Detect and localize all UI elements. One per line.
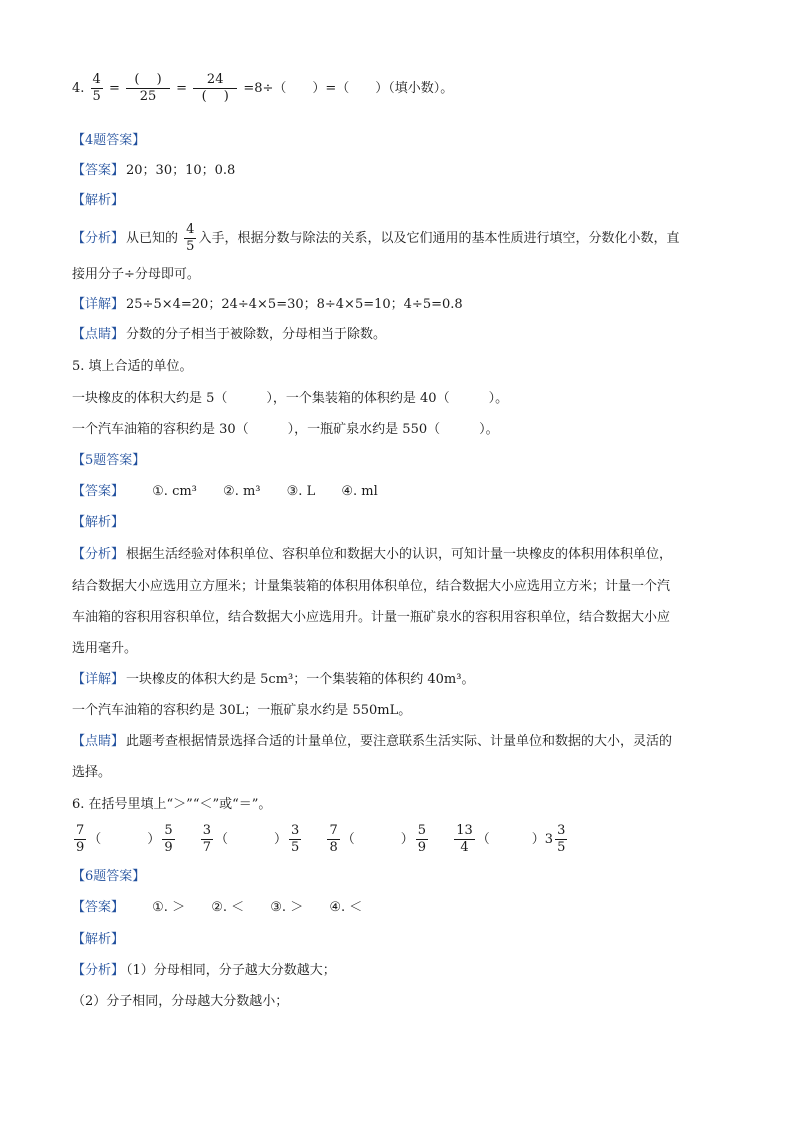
q4-number: 4. bbox=[72, 81, 85, 96]
q4-answer-header: 【4题答案】 bbox=[72, 133, 146, 148]
q4-dianjing: 【点睛】 分数的分子相当于被除数，分母相当于除数。 bbox=[72, 327, 387, 342]
q5-fenxi-line4: 选用毫升。 bbox=[72, 641, 138, 656]
q5-fenxi: 【分析】 根据生活经验对体积单位、容积单位和数据大小的认识，可知计量一块橡皮的体积用体积单位， bbox=[72, 547, 673, 562]
q6-compare-1: $\frac{7}{9}$ （ ） $\frac{5}{9}$ bbox=[76, 823, 173, 855]
q5-jiexi: 【解析】 bbox=[72, 515, 125, 530]
q4-fraction-3: $\frac{24}{( )}$ bbox=[193, 72, 237, 105]
q6-title: 6. 在括号里填上“＞”“＜”或“＝”。 bbox=[72, 797, 272, 812]
q5-dianjing: 【点睛】 此题考查根据情景选择合适的计量单位，要注意联系生活实际、计量单位和数据的大小，灵活的 bbox=[72, 734, 673, 749]
q6-answer: 【答案】 ①. ＞ ②. ＜ ③. ＞ ④. ＜ bbox=[72, 900, 363, 915]
q4-equation: 4. $\frac{4}{5}$ = $\frac{( )}{25}$ = $\frac{24}{( )}$ =8÷（ ）=（ ）（填小数）。 bbox=[72, 72, 454, 104]
q4-xiangjie: 【详解】 25÷5×4=20；24÷4×5=30；8÷4×5=10；4÷5=0.8 bbox=[72, 297, 463, 312]
q5-dianjing-line2: 选择。 bbox=[72, 765, 112, 780]
q6-compare-3: $\frac{7}{8}$ （ ） $\frac{5}{9}$ bbox=[329, 823, 427, 855]
q4-fenxi-line2: 接用分子÷分母即可。 bbox=[72, 267, 200, 282]
q5-title: 5. 填上合适的单位。 bbox=[72, 359, 193, 374]
q5-xiangjie: 【详解】 一块橡皮的体积大约是 5cm³；一个集装箱的体积约 40m³。 bbox=[72, 672, 475, 687]
q6-compare-2: $\frac{3}{7}$ （ ） $\frac{3}{5}$ bbox=[202, 823, 300, 855]
q6-compare-4: $\frac{13}{4}$ （ ） 3 $\frac{3}{5}$ bbox=[456, 823, 566, 855]
q4-fenxi-fraction: $\frac{4}{5}$ bbox=[186, 222, 195, 254]
q5-fenxi-line2: 结合数据大小应选用立方厘米；计量集装箱的体积用体积单位，结合数据大小应选用立方米；计量一个汽 bbox=[72, 579, 671, 594]
q5-fenxi-line3: 车油箱的容积用容积单位，结合数据大小应选用升。计量一瓶矿泉水的容积用容积单位，结合数据大小应 bbox=[72, 610, 671, 625]
q4-fenxi: 【分析】 从已知的 $\frac{4}{5}$ 入手，根据分数与除法的关系，以及它们通用的基本性质进行填空，分数化小数，直 bbox=[72, 222, 680, 254]
q5-line2: 一个汽车油箱的容积约是 30（ ），一瓶矿泉水约是 550（ ）。 bbox=[72, 422, 499, 437]
q4-fraction-1: $\frac{4}{5}$ bbox=[92, 72, 101, 104]
q6-comparisons bbox=[72, 822, 587, 856]
q6-fenxi-line2: （2）分子相同，分母越大分数越小； bbox=[72, 994, 289, 1009]
q6-answer-header: 【6题答案】 bbox=[72, 869, 146, 884]
q4-tail: =8÷（ ）=（ ）（填小数）。 bbox=[243, 81, 454, 96]
q5-line1: 一块橡皮的体积大约是 5（ ），一个集装箱的体积约是 40（ ）。 bbox=[72, 391, 509, 406]
q6-fenxi: 【分析】 （1）分母相同，分子越大分数越大； bbox=[72, 963, 336, 978]
q4-answer: 【答案】 20；30；10；0.8 bbox=[72, 163, 236, 178]
q5-xiangjie-line2: 一个汽车油箱的容积约是 30L；一瓶矿泉水约是 550mL。 bbox=[72, 703, 412, 718]
q5-answer-header: 【5题答案】 bbox=[72, 453, 146, 468]
q4-jiexi: 【解析】 bbox=[72, 193, 125, 208]
q4-fraction-2: $\frac{( )}{25}$ bbox=[126, 72, 170, 105]
q5-answer: 【答案】 ①. cm³ ②. m³ ③. L ④. ml bbox=[72, 484, 378, 499]
q6-jiexi: 【解析】 bbox=[72, 932, 125, 947]
